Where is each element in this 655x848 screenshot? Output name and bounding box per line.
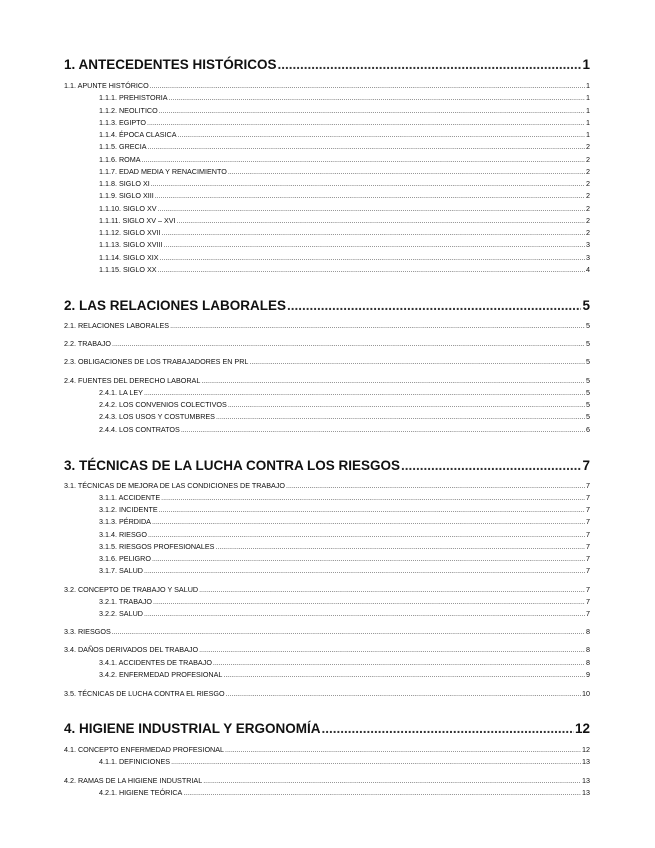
dot-leader xyxy=(170,323,585,330)
toc-chapter[interactable] xyxy=(64,298,590,314)
toc-subsection[interactable] xyxy=(64,118,590,127)
toc-subsection[interactable] xyxy=(64,542,590,551)
toc-section-title: 3.4. DAÑOS DERIVADOS DEL TRABAJO xyxy=(64,645,199,654)
page-number: 7 xyxy=(586,542,590,551)
toc-section[interactable] xyxy=(64,81,590,90)
page-number: 13 xyxy=(582,788,590,797)
toc-subsection-title: 3.1.1. ACCIDENTE xyxy=(99,493,161,502)
toc-section-title: 1.1. APUNTE HISTÓRICO xyxy=(64,81,149,90)
page-number: 12 xyxy=(582,745,590,754)
dot-leader xyxy=(158,267,585,274)
dot-leader xyxy=(223,672,585,679)
dot-leader xyxy=(249,359,585,366)
page-number: 8 xyxy=(586,658,590,667)
dot-leader xyxy=(160,255,585,262)
dot-leader xyxy=(228,169,585,176)
toc-subsection-title: 3.1.2. INCIDENTE xyxy=(99,505,158,514)
page-number: 5 xyxy=(586,321,590,330)
page-number: 2 xyxy=(586,216,590,225)
dot-leader xyxy=(152,519,585,526)
page-number: 7 xyxy=(586,530,590,539)
dot-leader xyxy=(177,218,585,225)
page-number: 5 xyxy=(586,357,590,366)
page-number: 2 xyxy=(586,155,590,164)
page-number: 1 xyxy=(582,57,590,72)
toc-subsection-title: 1.1.12. SIGLO XVII xyxy=(99,228,161,237)
toc-chapter-title: 3. TÉCNICAS DE LA LUCHA CONTRA LOS RIESGOS xyxy=(64,458,401,473)
toc-section[interactable] xyxy=(64,481,590,490)
toc-chapter[interactable] xyxy=(64,57,590,73)
page-number: 7 xyxy=(586,597,590,606)
dot-leader xyxy=(213,660,585,667)
page-number: 1 xyxy=(586,93,590,102)
toc-section-title: 3.2. CONCEPTO DE TRABAJO Y SALUD xyxy=(64,585,199,594)
toc-section[interactable] xyxy=(64,376,590,385)
dot-leader xyxy=(159,108,585,115)
page-number: 5 xyxy=(586,400,590,409)
toc-subsection[interactable] xyxy=(64,204,590,213)
dot-leader xyxy=(159,507,585,514)
dot-leader xyxy=(147,120,585,127)
dot-leader xyxy=(162,230,585,237)
toc-subsection[interactable] xyxy=(64,517,590,526)
toc-subsection-title: 3.1.5. RIESGOS PROFESIONALES xyxy=(99,542,215,551)
toc-subsection[interactable] xyxy=(64,609,590,618)
dot-leader xyxy=(322,721,574,736)
toc-section-title: 4.1. CONCEPTO ENFERMEDAD PROFESIONAL xyxy=(64,745,225,754)
toc-subsection-title: 3.2.2. SALUD xyxy=(99,609,143,618)
toc-subsection-title: 4.1.1. DEFINICIONES xyxy=(99,757,171,766)
dot-leader xyxy=(201,378,585,385)
toc-subsection-title: 2.4.2. LOS CONVENIOS COLECTIVOS xyxy=(99,400,227,409)
dot-leader xyxy=(161,495,585,502)
toc-section[interactable] xyxy=(64,645,590,654)
toc-subsection[interactable] xyxy=(64,388,590,397)
toc-subsection[interactable] xyxy=(64,530,590,539)
page-number: 2 xyxy=(586,142,590,151)
toc-subsection[interactable] xyxy=(64,265,590,274)
toc-subsection-title: 1.1.10. SIGLO XV xyxy=(99,204,157,213)
toc-section[interactable] xyxy=(64,745,590,754)
page-number: 2 xyxy=(586,179,590,188)
toc-subsection[interactable] xyxy=(64,757,590,766)
dot-leader xyxy=(148,532,585,539)
dot-leader xyxy=(153,599,585,606)
toc-subsection[interactable] xyxy=(64,658,590,667)
page-number: 7 xyxy=(586,554,590,563)
toc-subsection-title: 3.1.6. PELIGRO xyxy=(99,554,151,563)
toc-subsection-title: 3.1.7. SALUD xyxy=(99,566,143,575)
toc-chapter-title: 2. LAS RELACIONES LABORALES xyxy=(64,298,287,313)
toc-section-title: 2.1. RELACIONES LABORALES xyxy=(64,321,170,330)
page-number: 5 xyxy=(586,339,590,348)
toc-section[interactable] xyxy=(64,627,590,636)
dot-leader xyxy=(142,157,585,164)
dot-leader xyxy=(144,390,585,397)
toc-subsection[interactable] xyxy=(64,505,590,514)
toc-subsection-title: 1.1.7. EDAD MEDIA Y RENACIMIENTO xyxy=(99,167,227,176)
toc-subsection[interactable] xyxy=(64,493,590,502)
toc-subsection-title: 2.4.3. LOS USOS Y COSTUMBRES xyxy=(99,412,215,421)
toc-subsection[interactable] xyxy=(64,554,590,563)
toc-subsection-title: 1.1.2. NEOLITICO xyxy=(99,106,158,115)
toc-subsection-title: 2.4.1. LA LEY xyxy=(99,388,143,397)
page-number: 5 xyxy=(582,298,590,313)
dot-leader xyxy=(215,544,585,551)
toc-section[interactable] xyxy=(64,339,590,348)
page-number: 13 xyxy=(582,776,590,785)
page-number: 7 xyxy=(586,517,590,526)
dot-leader xyxy=(178,132,585,139)
dot-leader xyxy=(171,759,581,766)
toc-subsection[interactable] xyxy=(64,253,590,262)
toc-subsection-title: 3.1.4. RIESGO xyxy=(99,530,147,539)
dot-leader xyxy=(401,458,581,473)
toc-section[interactable] xyxy=(64,585,590,594)
page-number: 2 xyxy=(586,167,590,176)
toc-subsection-title: 1.1.3. EGIPTO xyxy=(99,118,147,127)
dot-leader xyxy=(199,647,585,654)
toc-subsection-title: 1.1.1. PREHISTORIA xyxy=(99,93,168,102)
page-number: 6 xyxy=(586,425,590,434)
dot-leader xyxy=(144,611,585,618)
toc-subsection[interactable] xyxy=(64,566,590,575)
page-number: 9 xyxy=(586,670,590,679)
toc-subsection[interactable] xyxy=(64,155,590,164)
dot-leader xyxy=(228,402,585,409)
dot-leader xyxy=(152,556,585,563)
toc-subsection[interactable] xyxy=(64,216,590,225)
toc-subsection-title: 1.1.11. SIGLO XV – XVI xyxy=(99,216,176,225)
toc-chapter-title: 1. ANTECEDENTES HISTÓRICOS xyxy=(64,57,277,72)
toc-section-title: 2.4. FUENTES DEL DERECHO LABORAL xyxy=(64,376,201,385)
toc-subsection-title: 1.1.4. ÉPOCA CLASICA xyxy=(99,130,177,139)
toc-section-title: 3.5. TÉCNICAS DE LUCHA CONTRA EL RIESGO xyxy=(64,689,225,698)
toc-subsection-title: 1.1.9. SIGLO XIII xyxy=(99,191,154,200)
page-number: 8 xyxy=(586,627,590,636)
toc-subsection[interactable] xyxy=(64,130,590,139)
toc-section-title: 3.1. TÉCNICAS DE MEJORA DE LAS CONDICIONES DE TRABAJO xyxy=(64,481,286,490)
toc-subsection[interactable] xyxy=(64,191,590,200)
toc-subsection-title: 3.4.1. ACCIDENTES DE TRABAJO xyxy=(99,658,212,667)
toc-subsection[interactable] xyxy=(64,788,590,797)
dot-leader xyxy=(169,95,585,102)
dot-leader xyxy=(278,57,582,72)
toc-subsection[interactable] xyxy=(64,597,590,606)
dot-leader xyxy=(286,483,585,490)
toc-section-title: 2.2. TRABAJO xyxy=(64,339,112,348)
page-number: 1 xyxy=(586,118,590,127)
toc-subsection-title: 4.2.1. HIGIENE TEÓRICA xyxy=(99,788,183,797)
dot-leader xyxy=(183,790,581,797)
toc-subsection[interactable] xyxy=(64,425,590,434)
page-number: 12 xyxy=(574,721,590,736)
page-number: 1 xyxy=(586,130,590,139)
page-number: 7 xyxy=(582,458,590,473)
toc-subsection[interactable] xyxy=(64,167,590,176)
toc-chapter[interactable] xyxy=(64,458,590,474)
toc-subsection-title: 1.1.5. GRECIA xyxy=(99,142,147,151)
toc-subsection-title: 1.1.15. SIGLO XX xyxy=(99,265,157,274)
page-number: 13 xyxy=(582,757,590,766)
toc-section-title: 3.3. RIESGOS xyxy=(64,627,111,636)
page-number: 2 xyxy=(586,191,590,200)
toc-section[interactable] xyxy=(64,357,590,366)
toc-subsection[interactable] xyxy=(64,179,590,188)
toc-subsection-title: 3.4.2. ENFERMEDAD PROFESIONAL xyxy=(99,670,223,679)
page-number: 5 xyxy=(586,412,590,421)
page-number: 7 xyxy=(586,481,590,490)
toc-section[interactable] xyxy=(64,321,590,330)
toc-subsection-title: 1.1.6. ROMA xyxy=(99,155,141,164)
dot-leader xyxy=(216,414,585,421)
toc-subsection[interactable] xyxy=(64,142,590,151)
toc-subsection-title: 1.1.13. SIGLO XVIII xyxy=(99,240,163,249)
page-number: 8 xyxy=(586,645,590,654)
page-number: 7 xyxy=(586,566,590,575)
page-number: 7 xyxy=(586,609,590,618)
toc-subsection[interactable] xyxy=(64,93,590,102)
page-number: 5 xyxy=(586,388,590,397)
toc-subsection-title: 3.1.3. PÉRDIDA xyxy=(99,517,151,526)
page-number: 7 xyxy=(586,505,590,514)
toc-section[interactable] xyxy=(64,776,590,785)
dot-leader xyxy=(164,242,585,249)
page-number: 3 xyxy=(586,253,590,262)
toc-subsection[interactable] xyxy=(64,412,590,421)
dot-leader xyxy=(158,206,585,213)
toc-subsection-title: 1.1.8. SIGLO XI xyxy=(99,179,150,188)
toc-chapter[interactable] xyxy=(64,721,590,737)
dot-leader xyxy=(144,568,585,575)
toc-subsection[interactable] xyxy=(64,240,590,249)
toc-chapter-title: 4. HIGIENE INDUSTRIAL Y ERGONOMÍA xyxy=(64,721,321,736)
toc-subsection[interactable] xyxy=(64,400,590,409)
dot-leader xyxy=(226,691,581,698)
page-number: 5 xyxy=(586,376,590,385)
page-number: 2 xyxy=(586,204,590,213)
toc-section-title: 2.3. OBLIGACIONES DE LOS TRABAJADORES EN PRL xyxy=(64,357,249,366)
dot-leader xyxy=(112,629,585,636)
page-number: 3 xyxy=(586,240,590,249)
dot-leader xyxy=(155,193,585,200)
toc-subsection[interactable] xyxy=(64,670,590,679)
page-number: 10 xyxy=(582,689,590,698)
dot-leader xyxy=(181,427,585,434)
dot-leader xyxy=(199,587,585,594)
page-number: 7 xyxy=(586,493,590,502)
page-number: 4 xyxy=(586,265,590,274)
dot-leader xyxy=(287,298,581,313)
page-number: 1 xyxy=(586,81,590,90)
toc-subsection[interactable] xyxy=(64,228,590,237)
toc-subsection[interactable] xyxy=(64,106,590,115)
toc-subsection-title: 1.1.14. SIGLO XIX xyxy=(99,253,159,262)
dot-leader xyxy=(225,747,581,754)
dot-leader xyxy=(203,778,581,785)
dot-leader xyxy=(112,341,585,348)
page-number: 2 xyxy=(586,228,590,237)
toc-subsection-title: 3.2.1. TRABAJO xyxy=(99,597,152,606)
dot-leader xyxy=(148,144,585,151)
toc-section-title: 4.2. RAMAS DE LA HIGIENE INDUSTRIAL xyxy=(64,776,203,785)
toc-section[interactable] xyxy=(64,689,590,698)
page-number: 7 xyxy=(586,585,590,594)
dot-leader xyxy=(150,83,585,90)
dot-leader xyxy=(151,181,585,188)
toc-subsection-title: 2.4.4. LOS CONTRATOS xyxy=(99,425,180,434)
page-number: 1 xyxy=(586,106,590,115)
